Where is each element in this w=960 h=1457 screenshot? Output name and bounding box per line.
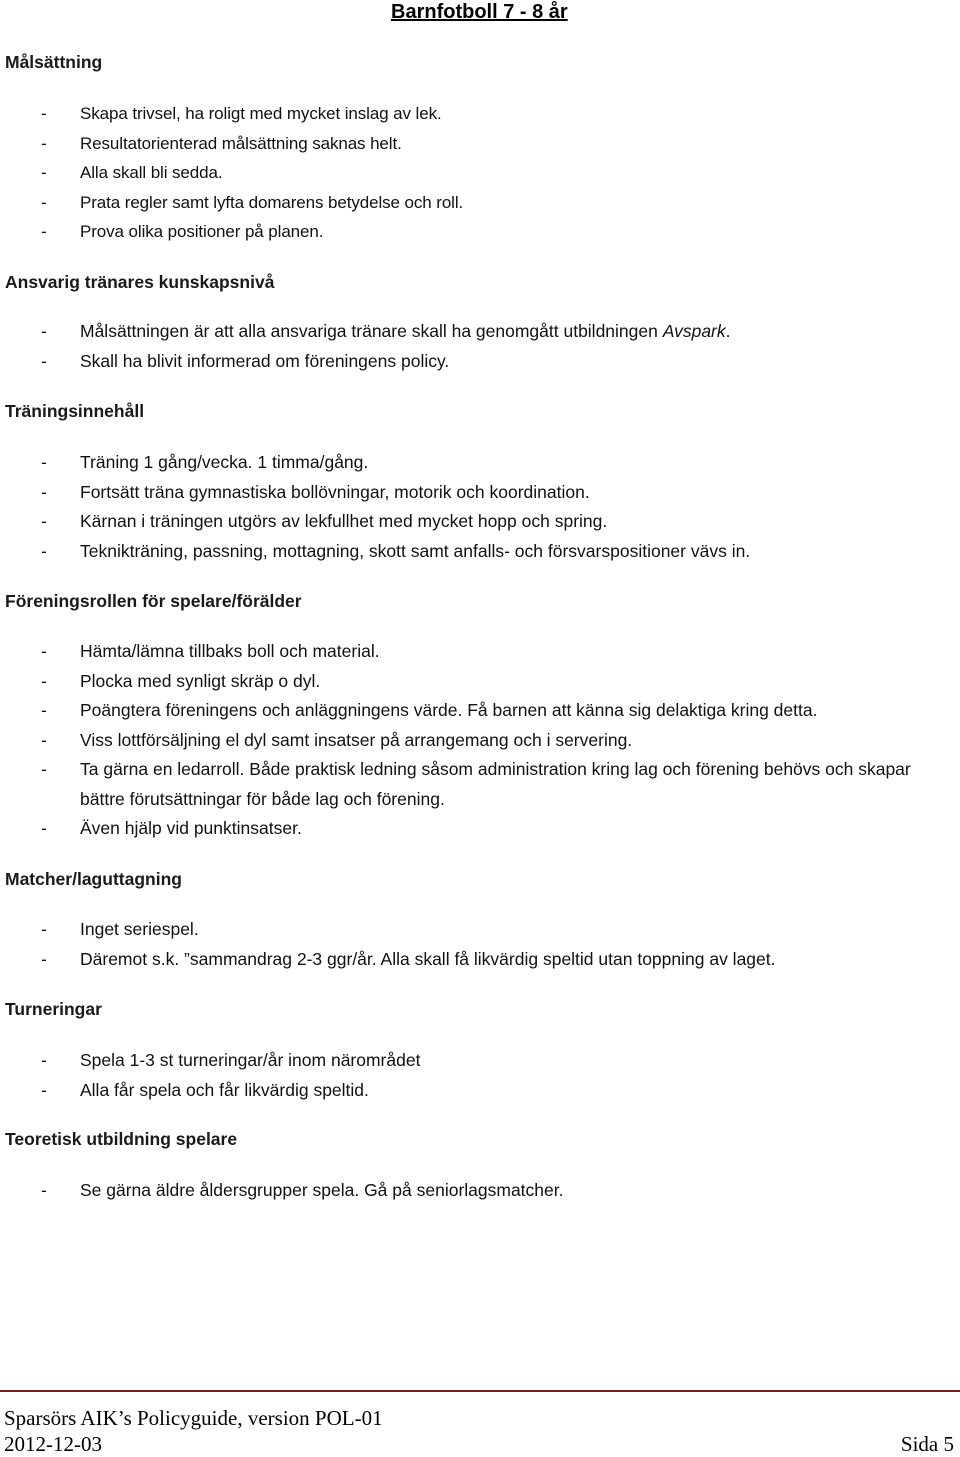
list-item: - Träning 1 gång/vecka. 1 timma/gång.	[0, 448, 960, 478]
bullet-dash: -	[41, 192, 47, 212]
list-item: - Däremot s.k. ”sammandrag 2-3 ggr/år. Alla skall få likvärdig speltid utan toppning av laget.	[0, 945, 960, 975]
bullet-dash: -	[41, 163, 47, 182]
list-item: - Målsättningen är att alla ansvariga tränare skall ha genomgått utbildningen Avspark.	[0, 317, 960, 347]
list-item: - Teknikträning, passning, mottagning, skott samt anfalls- och försvarspositioner vävs in.	[0, 537, 960, 567]
bullet-dash: -	[41, 1079, 47, 1100]
page-title: Barnfotboll 7 - 8 år	[391, 1, 568, 23]
list-item: - Fortsätt träna gymnastiska bollövningar, motorik och koordination.	[0, 478, 960, 508]
bullet-dash: -	[41, 511, 47, 531]
footer-guide-title: Sparsörs AIK’s Policyguide, version POL-01	[4, 1406, 383, 1430]
course-name: Avspark	[662, 321, 726, 341]
list-kunskapsniva	[0, 317, 960, 376]
bullet-dash: -	[41, 133, 47, 153]
footer-date: 2012-12-03	[4, 1432, 102, 1456]
list-item: - Poängtera föreningens och anläggningens värde. Få barnen att känna sig delaktiga kring detta.	[0, 696, 960, 726]
bullet-dash: -	[41, 729, 47, 750]
bullet-dash: -	[41, 540, 47, 561]
list-teoretisk	[0, 1176, 960, 1206]
section-heading-malsattning: Målsättning	[5, 52, 103, 72]
bullet-dash: -	[41, 481, 47, 502]
list-item: - Viss lottförsäljning el dyl samt insatser på arrangemang och i servering.	[0, 726, 960, 756]
bullet-dash: -	[41, 641, 47, 661]
bullet-dash: -	[41, 104, 47, 123]
list-item: - Skall ha blivit informerad om föreningens policy.	[0, 347, 960, 377]
list-item: - Ta gärna en ledarroll. Både praktisk ledning såsom administration kring lag och förening behövs och skapar bättre förutsättningar för både lag och förening.	[0, 755, 960, 814]
list-item: - Hämta/lämna tillbaks boll och material.	[0, 637, 960, 667]
section-heading-matcher: Matcher/laguttagning	[5, 869, 182, 889]
bullet-dash: -	[41, 919, 47, 939]
bullet-dash: -	[41, 670, 47, 691]
bullet-dash: -	[41, 222, 47, 241]
list-item: - Alla skall bli sedda.	[0, 158, 960, 188]
list-turneringar	[0, 1046, 960, 1105]
bullet-dash: -	[41, 948, 47, 969]
list-item: - Kärnan i träningen utgörs av lekfullhet med mycket hopp och spring.	[0, 507, 960, 537]
footer-page-number: Sida 5	[900, 1432, 954, 1456]
section-heading-foreningsrollen: Föreningsrollen för spelare/förälder	[5, 591, 302, 611]
list-item: - Plocka med synligt skräp o dyl.	[0, 667, 960, 697]
list-item: - Se gärna äldre åldersgrupper spela. Gå på seniorlagsmatcher.	[0, 1176, 960, 1206]
footer-divider	[0, 1390, 960, 1392]
section-heading-kunskapsniva: Ansvarig tränares kunskapsnivå	[5, 272, 275, 292]
list-item: - Resultatorienterad målsättning saknas helt.	[0, 129, 960, 159]
list-item: - Prova olika positioner på planen.	[0, 217, 960, 247]
bullet-dash: -	[41, 321, 47, 341]
list-traningsinnehall	[0, 448, 960, 566]
bullet-dash: -	[41, 1180, 47, 1200]
section-heading-turneringar: Turneringar	[5, 999, 102, 1019]
bullet-dash: -	[41, 700, 47, 720]
section-heading-traningsinnehall: Träningsinnehåll	[5, 401, 145, 421]
bullet-dash: -	[41, 818, 47, 838]
list-item: - Alla får spela och får likvärdig speltid.	[0, 1076, 960, 1106]
list-matcher	[0, 915, 960, 974]
list-item: - Spela 1-3 st turneringar/år inom närområdet	[0, 1046, 960, 1076]
section-heading-teoretisk: Teoretisk utbildning spelare	[5, 1129, 238, 1149]
list-item: - Även hjälp vid punktinsatser.	[0, 814, 960, 844]
bullet-dash: -	[41, 759, 47, 779]
list-item: - Skapa trivsel, ha roligt med mycket inslag av lek.	[0, 99, 960, 129]
list-foreningsrollen	[0, 637, 960, 844]
bullet-dash: -	[41, 350, 47, 371]
list-item: - Prata regler samt lyfta domarens betydelse och roll.	[0, 188, 960, 218]
bullet-dash: -	[41, 1050, 47, 1070]
list-malsattning	[0, 99, 960, 247]
list-item: - Inget seriespel.	[0, 915, 960, 945]
bullet-dash: -	[41, 452, 47, 472]
